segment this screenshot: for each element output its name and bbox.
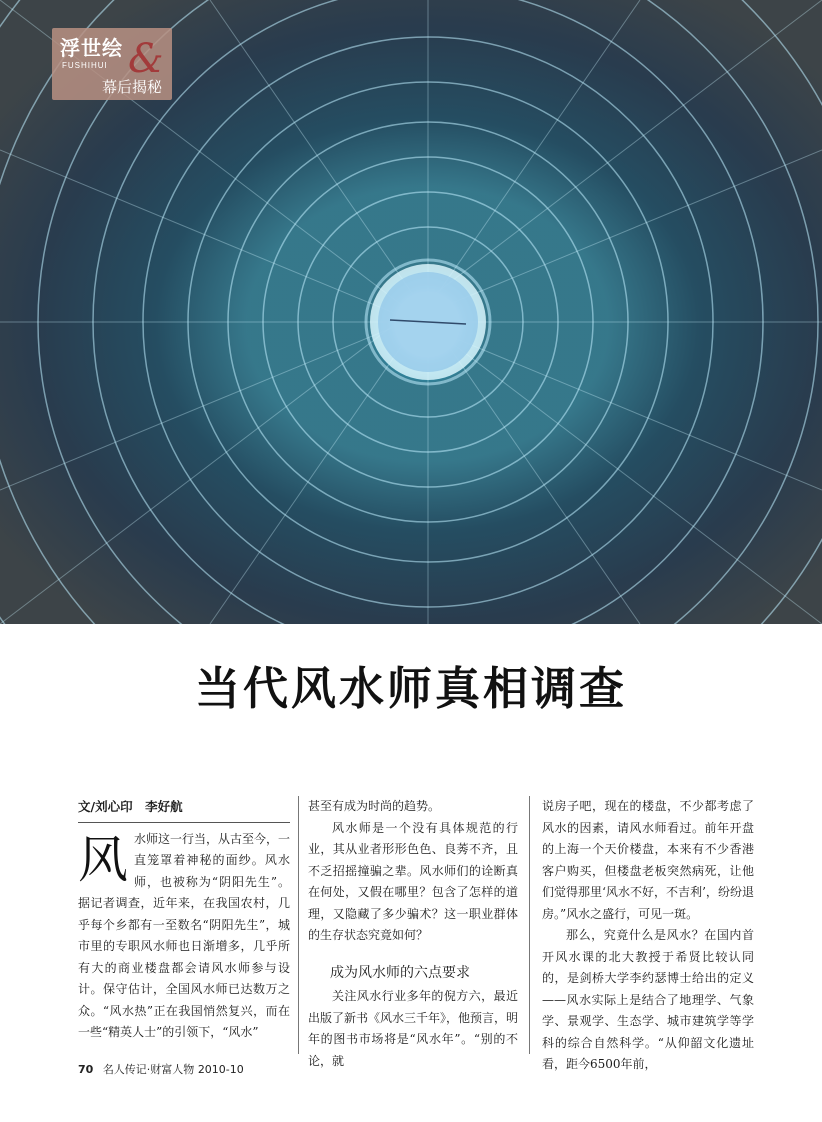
paragraph: 那么，究竟什么是风水？在国内首开风水课的北大教授于希贤比较认同的，是剑桥大学李约瑟博士给出的定义——风水实际上是结合了地理学、气象学、景观学、生态学、城市建筑学等学科的综合自然科学。“从仰韶文化遗址看，距今6500年前， — [542, 928, 754, 1071]
brand-subtitle: 幕后揭秘 — [102, 78, 163, 96]
column-brand-badge — [52, 28, 172, 100]
page-footer — [78, 1061, 244, 1077]
article-column-1 — [78, 796, 290, 1044]
brand-ampersand: & — [128, 36, 164, 82]
section-heading: 成为风水师的六点要求 — [330, 964, 470, 981]
column-divider — [529, 796, 530, 1054]
paragraph: 关注风水行业多年的倪方六，最近出版了新书《风水三千年》，他预言，明年的图书市场将是“风水年”。“别的不论，就 — [308, 989, 519, 1068]
opening-paragraph — [78, 829, 290, 1044]
magazine-name: 名人传记·财富人物 — [102, 1063, 195, 1076]
article-title: 当代风水师真相调查 — [194, 662, 627, 715]
paragraph: 水师这一行当，从古至今，一直笼罩着神秘的面纱。风水师，也被称为“阴阳先生”。据记者调查，近年来，在我国农村，几乎每个乡都有一至数名“阴阳先生”，城市里的专职风水师也日渐增多，几乎所有大的商业楼盘都会请风水师参与设计。保守估计，全国风水师已达数万之众。“风水热”正在我国悄然复兴，而在一些“精英人士”的引领下，“风水” — [78, 831, 291, 1039]
byline: 文/刘心印 李好航 — [78, 796, 290, 823]
page-number: 70 — [78, 1063, 94, 1076]
article-column-3 — [542, 796, 754, 1076]
issue-date: 2010-10 — [197, 1063, 244, 1076]
brand-title: 浮世绘 — [60, 36, 123, 60]
paragraph: 说房子吧，现在的楼盘，不少都考虑了风水的因素，请风水师看过。前年开盘的上海一个天价楼盘，本来有不少香港客户购买，但楼盘老板突然病死，让他们觉得那里‘风水不好，不吉利’，纷纷退房。”风水之盛行，可见一斑。 — [542, 799, 754, 921]
paragraph: 风水师是一个没有具体规范的行业，其从业者形形色色、良莠不齐，且不乏招摇撞骗之辈。风水师们的诠断真在何处，又假在哪里？包含了怎样的道理，又隐藏了多少骗术？这一职业群体的生存状态究竟如何？ — [308, 820, 518, 942]
article-column-2 — [308, 796, 518, 1072]
column-divider — [298, 796, 299, 1054]
paragraph: 甚至有成为时尚的趋势。 — [308, 799, 441, 813]
drop-cap: 风 — [78, 830, 128, 889]
brand-pinyin: FUSHIHUI — [62, 61, 108, 70]
